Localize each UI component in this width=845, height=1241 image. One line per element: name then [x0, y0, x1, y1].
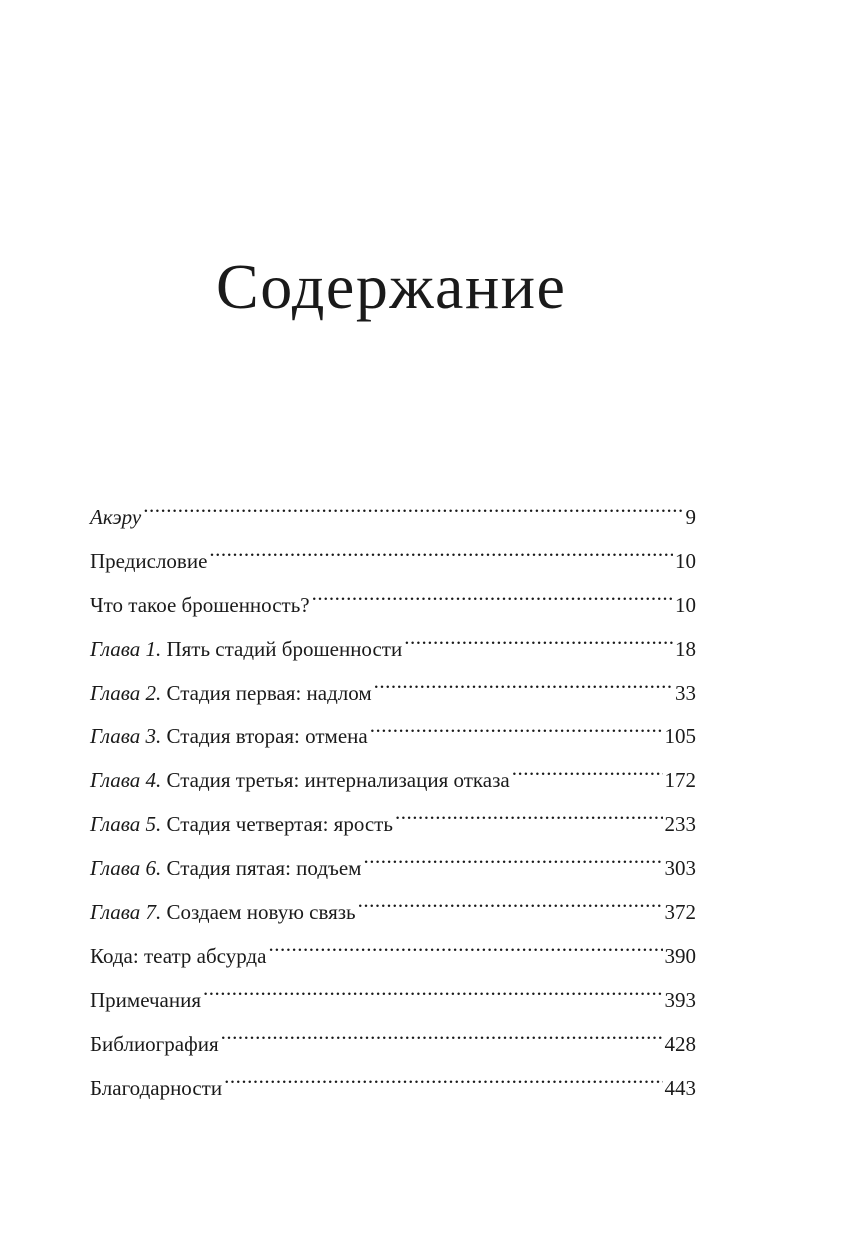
- toc-entry-label: Кода: театр абсурда: [90, 943, 267, 968]
- toc-leader-dots: [143, 503, 683, 524]
- toc-leader-dots: [209, 547, 673, 568]
- toc-entry-label: Пять стадий брошенности: [166, 636, 403, 661]
- toc-leader-dots: [221, 1030, 663, 1051]
- toc-entry-label: Стадия вторая: отмена: [166, 724, 368, 749]
- toc-chapter-number: Глава 3.: [90, 724, 162, 749]
- toc-chapter-number: Глава 2.: [90, 680, 162, 705]
- toc-entry-page: 10: [675, 548, 696, 573]
- toc-leader-dots: [374, 679, 673, 700]
- toc-entry-page: 9: [685, 505, 696, 529]
- toc-entry[interactable]: [90, 540, 696, 584]
- toc-leader-dots: [395, 810, 663, 831]
- toc-leader-dots: [224, 1074, 662, 1095]
- toc-entry-page: 443: [664, 1075, 696, 1100]
- toc-entry[interactable]: [90, 628, 696, 672]
- toc-entry-page: 390: [664, 943, 696, 968]
- toc-leader-dots: [268, 942, 662, 963]
- toc-leader-dots: [358, 898, 663, 919]
- toc-entry-label: Библиография: [90, 1031, 219, 1056]
- toc-leader-dots: [203, 986, 662, 1007]
- toc-entry-page: 105: [664, 724, 696, 749]
- toc-entry[interactable]: [90, 1067, 696, 1111]
- toc-entry-page: 428: [664, 1031, 696, 1056]
- table-of-contents: [90, 496, 696, 1110]
- toc-chapter-number: Глава 5.: [90, 812, 162, 837]
- toc-entry-page: 372: [664, 900, 696, 925]
- toc-entry-label: Стадия четвертая: ярость: [166, 812, 393, 837]
- toc-entry[interactable]: [90, 935, 696, 979]
- toc-entry-label: Акэру: [90, 505, 142, 529]
- toc-entry[interactable]: [90, 672, 696, 716]
- toc-entry[interactable]: [90, 496, 696, 540]
- toc-entry[interactable]: [90, 891, 696, 935]
- toc-entry-label: Создаем новую связь: [166, 900, 356, 925]
- toc-entry-label: Что такое брошенность?: [90, 592, 310, 617]
- toc-leader-dots: [363, 854, 662, 875]
- toc-entry-page: 33: [675, 680, 696, 705]
- toc-entry-label: Стадия третья: интернализация отказа: [166, 768, 510, 793]
- toc-chapter-number: Глава 6.: [90, 856, 162, 881]
- toc-chapter-number: Глава 4.: [90, 768, 162, 793]
- toc-leader-dots: [312, 591, 673, 612]
- toc-entry-page: 172: [664, 768, 696, 793]
- toc-entry-page: 393: [664, 987, 696, 1012]
- toc-leader-dots: [512, 766, 663, 787]
- toc-entry[interactable]: [90, 1023, 696, 1067]
- toc-leader-dots: [404, 635, 673, 656]
- toc-entry[interactable]: [90, 979, 696, 1023]
- toc-entry-page: 10: [675, 592, 696, 617]
- toc-entry-label: Стадия пятая: подъем: [166, 856, 362, 881]
- toc-entry[interactable]: [90, 759, 696, 803]
- toc-entry[interactable]: [90, 584, 696, 628]
- toc-entry-label: Предисловие: [90, 548, 208, 573]
- toc-entry-label: Благодарности: [90, 1075, 223, 1100]
- toc-entry-label: Стадия первая: надлом: [166, 680, 372, 705]
- toc-entry[interactable]: [90, 715, 696, 759]
- toc-leader-dots: [370, 722, 663, 743]
- toc-entry[interactable]: [90, 847, 696, 891]
- toc-entry-page: 233: [664, 812, 696, 837]
- toc-entry[interactable]: [90, 803, 696, 847]
- toc-chapter-number: Глава 7.: [90, 900, 162, 925]
- toc-entry-page: 18: [675, 636, 696, 661]
- toc-chapter-number: Глава 1.: [90, 636, 162, 661]
- page-title: Содержание: [216, 250, 567, 322]
- toc-entry-page: 303: [664, 856, 696, 881]
- toc-entry-label: Примечания: [90, 987, 202, 1012]
